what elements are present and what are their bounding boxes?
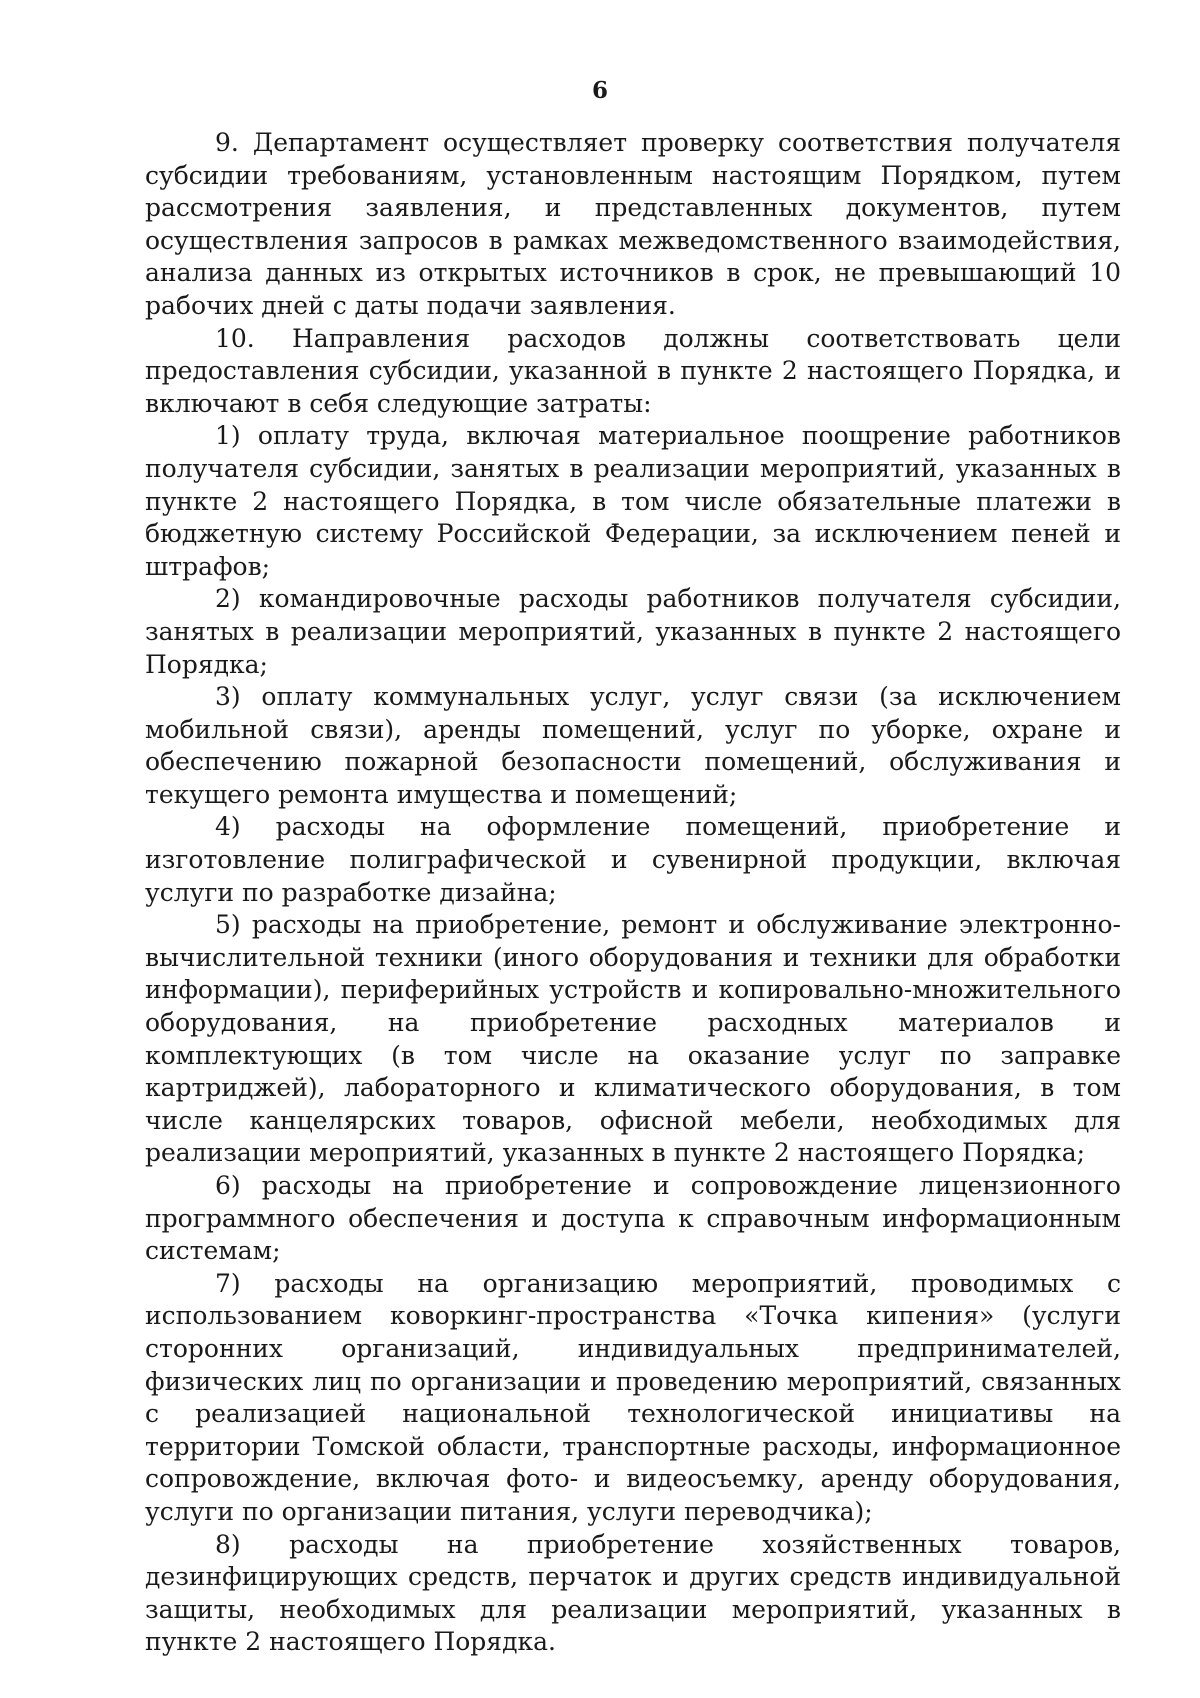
paragraph-9: 9. Департамент осуществляет проверку соответствия получателя субсидии требованиям, установленным настоящим Порядком, путем рассмотрения заявления, и представленных документов, путем осуществления запросов в рамках межведомственного взаимодействия, анализа данных из открытых источников в срок, не превышающий 10 рабочих дней с даты подачи заявления. bbox=[145, 128, 1121, 320]
paragraph-10: 10. Направления расходов должны соответствовать цели предоставления субсидии, указанной в пункте 2 настоящего Порядка, и включают в себя следующие затраты: bbox=[145, 323, 1121, 418]
list-item-8: 8) расходы на приобретение хозяйственных товаров, дезинфицирующих средств, перчаток и других средств индивидуальной защиты, необходимых для реализации мероприятий, указанных в пункте 2 настоящего Порядка. bbox=[145, 1529, 1121, 1657]
list-item-3: 3) оплату коммунальных услуг, услуг связи (за исключением мобильной связи), аренды помещений, услуг по уборке, охране и обеспечению пожарной безопасности помещений, обслуживания и текущего ремонта имущества и помещений; bbox=[145, 682, 1121, 809]
list-item-4: 4) расходы на оформление помещений, приобретение и изготовление полиграфической и сувенирной продукции, включая услуги по разработке дизайна; bbox=[145, 812, 1121, 907]
list-item-1: 1) оплату труда, включая материальное поощрение работников получателя субсидии, занятых в реализации мероприятий, указанных в пункте 2 настоящего Порядка, в том числе обязательные платежи в бюджетную систему Российской Федерации, за исключением пеней и штрафов; bbox=[145, 421, 1121, 581]
list-item-7: 7) расходы на организацию мероприятий, проводимых с использованием коворкинг-пространства «Точка кипения» (услуги сторонних организаций, индивидуальных предпринимателей, физических лиц по организации и проведению мероприятий, связанных с реализацией национальной технологической инициативы на территории Томской области, транспортные расходы, информационное сопровождение, включая фото- и видеосъемку, аренду оборудования, услуги по организации питания, услуги переводчика); bbox=[145, 1268, 1121, 1526]
page-number: 6 bbox=[591, 77, 608, 104]
list-item-5: 5) расходы на приобретение, ремонт и обслуживание электронно-вычислительной техники (иного оборудования и техники для обработки информации), периферийных устройств и копировально-множительного оборудования, на приобретение расходных материалов и комплектующих (в том числе на оказание услуг по заправке картриджей), лабораторного и климатического оборудования, в том числе канцелярских товаров, офисной мебели, необходимых для реализации мероприятий, указанных в пункте 2 настоящего Порядка; bbox=[145, 910, 1121, 1168]
list-item-2: 2) командировочные расходы работников получателя субсидии, занятых в реализации мероприятий, указанных в пункте 2 настоящего Порядка; bbox=[145, 584, 1121, 679]
list-item-6: 6) расходы на приобретение и сопровождение лицензионного программного обеспечения и доступа к справочным информационным системам; bbox=[145, 1171, 1121, 1266]
document-body bbox=[145, 127, 1121, 1659]
